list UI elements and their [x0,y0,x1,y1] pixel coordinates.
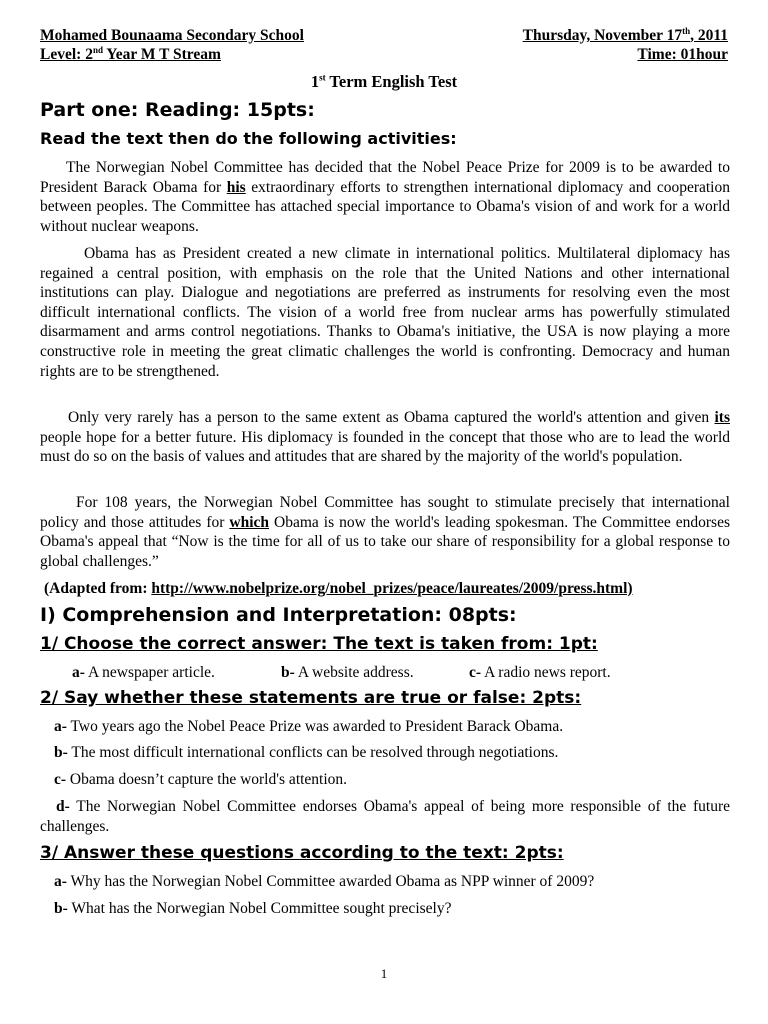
q2-statement-a: a- Two years ago the Nobel Peace Prize was awarded to President Barack Obama. [54,718,564,735]
passage-paragraph-4: For 108 years, the Norwegian Nobel Committee has sought to stimulate precisely that international policy and those attitudes for which Obama is now the world's leading spokesman. The Committee endorses Obama's appeal that “Now is the time for all of us to take our share of responsibility for a global response to global challenges.” [40,494,730,570]
reference-word-his: his [226,178,246,196]
test-date: Thursday, November 17th, 2011 [522,25,728,44]
passage-paragraph-3: Only very rarely has a person to the same extent as Obama captured the world's attention and given its people hope for a better future. His diplomacy is founded in the concept that those who are to lead the world must do so on the basis of values and attitudes that are shared by the majority of the world's population. [40,409,730,466]
passage-paragraph-2: Obama has as President created a new climate in international politics. Multilateral diplomacy has regained a central position, with emphasis on the role that the United Nations and other international institutions can play. Dialogue and negotiations are preferred as instruments for resolving even the most difficult international conflicts. The vision of a world free from nuclear arms has powerfully stimulated disarmament and arms control negotiations. Thanks to Obama's initiative, the USA is now playing a more constructive role in meeting the great climatic challenges the world is confronting. Democracy and human rights are to be strengthened. [40,245,730,380]
passage-paragraph-1: The Norwegian Nobel Committee has decided that the Nobel Peace Prize for 2009 is to be awarded to President Barack Obama for his extraordinary efforts to strengthen international diplomacy and cooperation between peoples. The Committee has attached special importance to Obama's vision of and work for a world without nuclear weapons. [40,159,730,235]
q1-option-c: c- A radio news report. [469,664,611,681]
q2-statement-d: d- The Norwegian Nobel Committee endorses Obama's appeal of being more responsible of the future challenges. [40,798,730,835]
part-one-heading: Part one: Reading: 15pts: [40,99,315,121]
q1-option-a: a- A newspaper article. [72,664,215,681]
source-citation: (Adapted from: http://www.nobelprize.org/nobel_prizes/peace/laureates/2009/press.html) [44,580,633,597]
reference-word-its: its [714,409,730,426]
reading-instruction: Read the text then do the following activities: [40,129,457,148]
q2-statement-c: c- Obama doesn’t capture the world's attention. [54,771,348,788]
q3-question-b: b- What has the Norwegian Nobel Committee sought precisely? [54,900,452,917]
question-1-heading: 1/ Choose the correct answer: The text is taken from: 1pt: [40,634,598,654]
reference-word-which: which [229,513,270,531]
q3-question-a: a- Why has the Norwegian Nobel Committee awarded Obama as NPP winner of 2009? [54,873,595,890]
q2-statement-b: b- The most difficult international conflicts can be resolved through negotiations. [54,744,559,761]
question-3-heading: 3/ Answer these questions according to the text: 2pts: [40,843,564,863]
question-2-heading: 2/ Say whether these statements are true or false: 2pts: [40,688,582,708]
comprehension-heading: I) Comprehension and Interpretation: 08pts: [40,604,517,626]
page-number: 1 [380,966,388,981]
class-level: Level: 2nd Year M T Stream [40,44,221,63]
q1-option-b: b- A website address. [281,664,414,681]
source-url-link[interactable]: http://www.nobelprize.org/nobel_prizes/peace/laureates/2009/press.html) [151,580,633,597]
school-name: Mohamed Bounaama Secondary School [40,27,304,44]
test-title: 1st Term English Test [310,72,458,91]
test-duration: Time: 01hour [637,46,728,63]
